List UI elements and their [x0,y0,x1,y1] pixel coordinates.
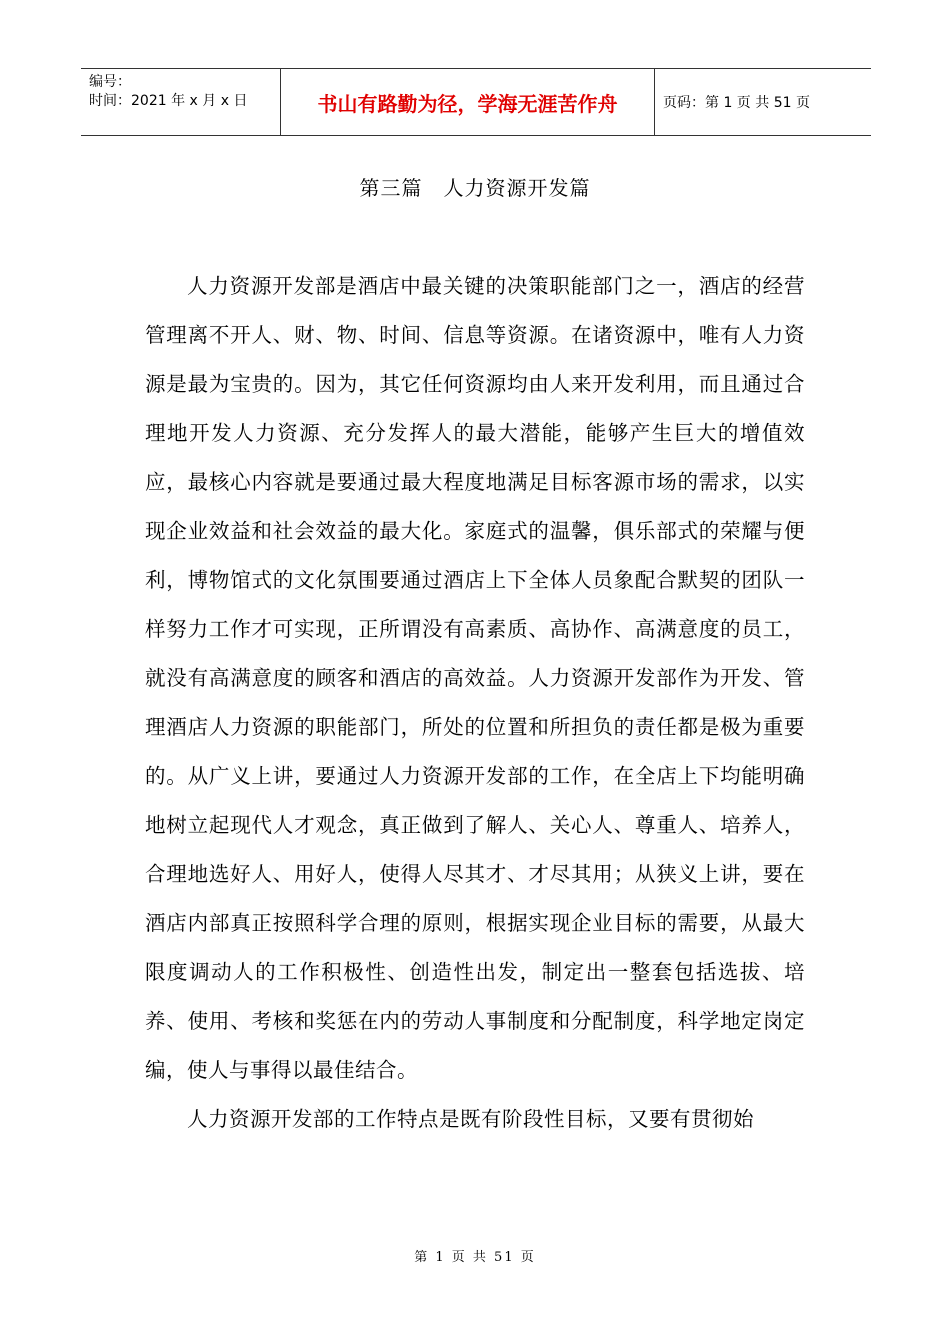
document-header [81,68,871,136]
paragraph: 人力资源开发部的工作特点是既有阶段性目标，又要有贯彻始 [187,1107,754,1131]
header-meta [81,69,281,135]
section-title: 第三篇 人力资源开发篇 [359,176,591,200]
time-label: 时间：2021 年 x 月 x 日 [89,93,248,109]
page-footer: 第 1 页 共 51 页 [414,1250,536,1265]
header-page-info: 页码：第 1 页 共 51 页 [663,95,810,111]
number-label: 编号： [89,74,131,90]
paragraph: 人力资源开发部是酒店中最关键的决策职能部门之一，酒店的经营管理离不开人、财、物、时间、信息等资源。在诸资源中，唯有人力资源是最为宝贵的。因为，其它任何资源均由人来开发利用，而且通过合理地开发人力资源、充分发挥人的最大潜能，能够产生巨大的增值效应，最核心内容就是要通过最大程度地满足目标客源市场的需求，以实现企业效益和社会效益的最大化。家庭式的温馨，俱乐部式的荣耀与便利，博物馆式的文化氛围要通过酒店上下全体人员象配合默契的团队一样努力工作才可实现，正所谓没有高素质、高协作、高满意度的员工，就没有高满意度的顾客和酒店的高效益。人力资源开发部作为开发、管理酒店人力资源的职能部门，所处的位置和所担负的责任都是极为重要的。从广义上讲，要通过人力资源开发部的工作，在全店上下均能明确地树立起现代人才观念，真正做到了解人、关心人、尊重人、培养人，合理地选好人、用好人，使得人尽其才、才尽其用；从狭义上讲，要在酒店内部真正按照科学合理的原则，根据实现企业目标的需要，从最大限度调动人的工作积极性、创造性出发，制定出一整套包括选拔、培养、使用、考核和奖惩在内的劳动人事制度和分配制度，科学地定岗定编，使人与事得以最佳结合。 [145,274,805,1082]
document-body [145,262,805,1144]
header-motto: 书山有路勤为径，学海无涯苦作舟 [281,69,655,135]
